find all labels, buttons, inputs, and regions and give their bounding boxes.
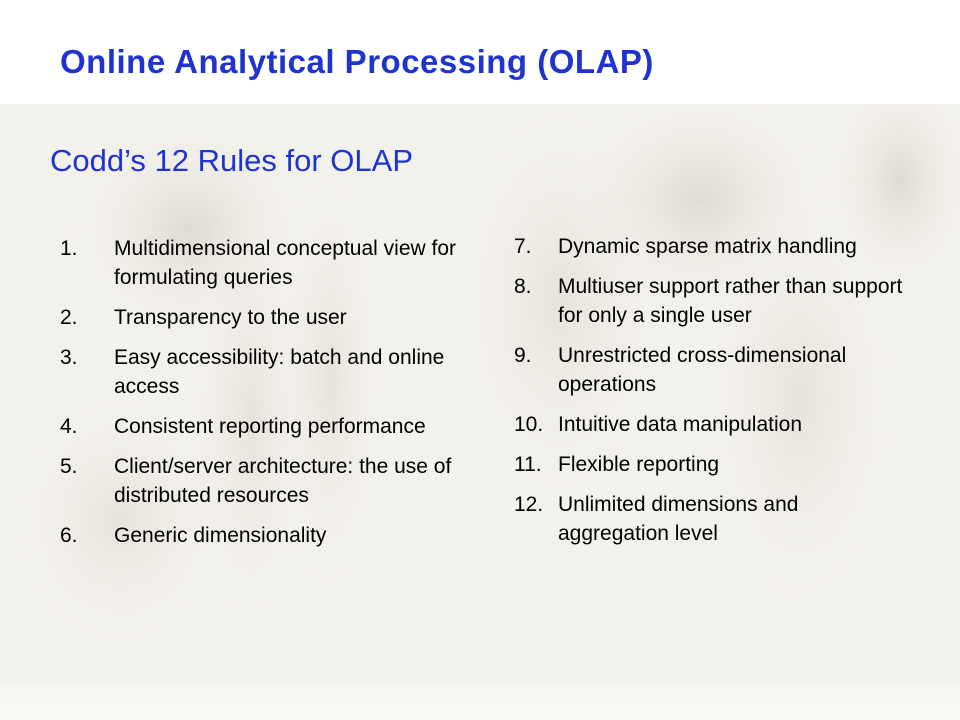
rule-number: 5.: [60, 455, 78, 478]
rule-number: 6.: [60, 524, 78, 547]
rule-item: [60, 234, 460, 292]
rule-item: [60, 343, 460, 401]
rule-text: Unlimited dimensions and aggregation level: [558, 493, 799, 545]
rules-list-right: [514, 232, 914, 559]
rule-item: [514, 450, 914, 479]
rule-number: 4.: [60, 415, 78, 438]
rule-number: 7.: [514, 235, 532, 258]
rule-item: [60, 412, 460, 441]
rule-text: Flexible reporting: [558, 453, 720, 476]
rule-text: Dynamic sparse matrix handling: [558, 235, 857, 258]
rule-item: [60, 521, 460, 550]
rule-number: 1.: [60, 237, 78, 260]
rule-number: 9.: [514, 344, 532, 367]
rule-item: [514, 490, 914, 548]
rule-item: [514, 341, 914, 399]
rule-number: 11.: [514, 453, 542, 476]
rule-number: 10.: [514, 413, 544, 436]
rule-text: Multiuser support rather than support for only a single user: [558, 275, 903, 327]
rule-text: Multidimensional conceptual view for formulating queries: [114, 237, 456, 289]
rule-text: Intuitive data manipulation: [558, 413, 802, 436]
rule-text: Client/server architecture: the use of distributed resources: [114, 455, 452, 507]
rule-item: [514, 232, 914, 261]
rule-text: Easy accessibility: batch and online access: [114, 346, 445, 398]
rule-number: 8.: [514, 275, 532, 298]
footer-band: [0, 686, 960, 720]
rule-number: 12.: [514, 493, 544, 516]
rule-text: Transparency to the user: [114, 306, 347, 329]
rule-item: [60, 303, 460, 332]
rule-item: [60, 452, 460, 510]
rule-item: [514, 272, 914, 330]
rule-text: Generic dimensionality: [114, 524, 327, 547]
rule-number: 2.: [60, 306, 78, 329]
rules-list-left: [60, 234, 460, 561]
slide-title: Online Analytical Processing (OLAP): [60, 43, 654, 80]
rule-text: Consistent reporting performance: [114, 415, 426, 438]
rule-item: [514, 410, 914, 439]
rule-text: Unrestricted cross-dimensional operations: [558, 344, 847, 396]
rule-number: 3.: [60, 346, 78, 369]
slide-subtitle: Codd’s 12 Rules for OLAP: [50, 143, 414, 178]
